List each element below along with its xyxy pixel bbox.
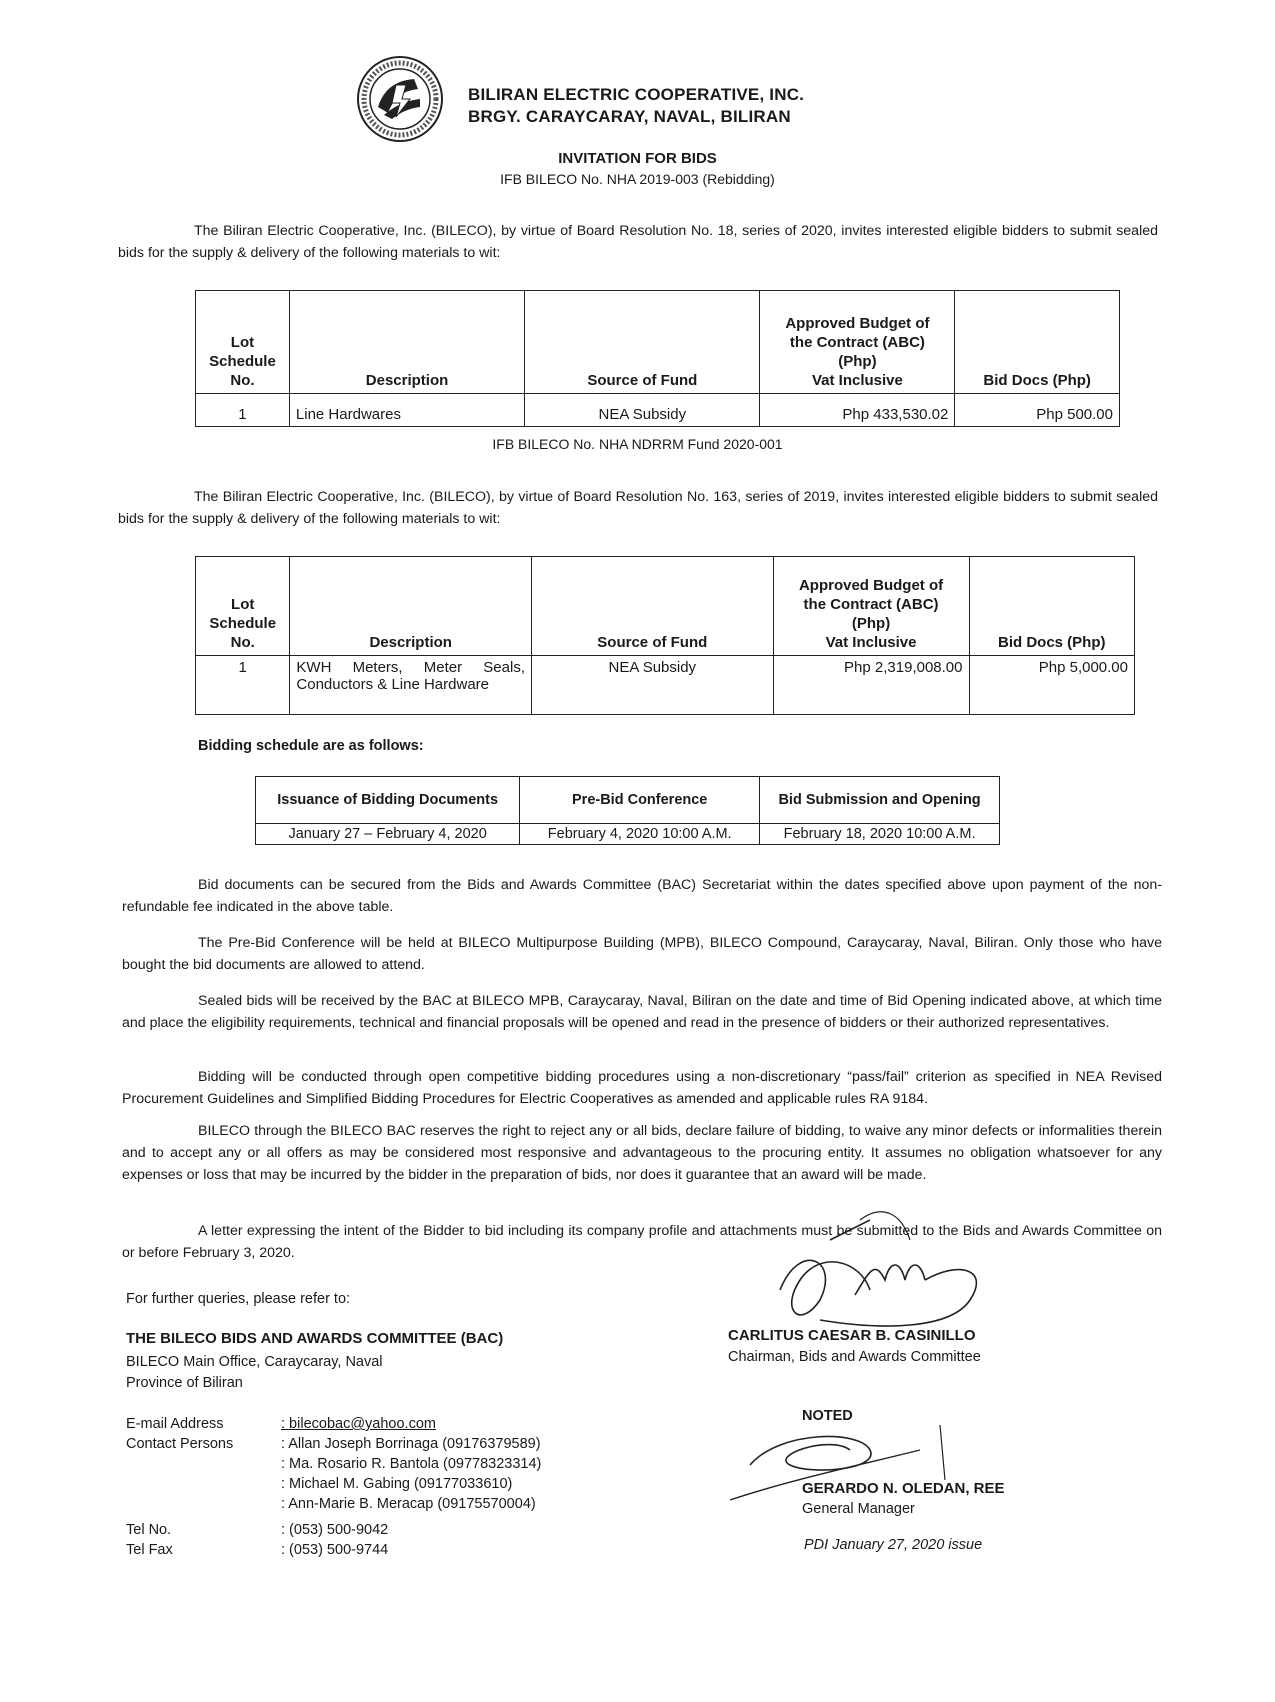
cell-prebid: February 4, 2020 10:00 A.M. xyxy=(520,824,760,845)
cell-docs: Php 500.00 xyxy=(955,394,1120,427)
fax-row: Tel Fax : (053) 500-9744 xyxy=(126,1542,389,1558)
ifb-reference-2: IFB BILECO No. NHA NDRRM Fund 2020-001 xyxy=(492,436,783,452)
organization-name: BILIRAN ELECTRIC COOPERATIVE, INC. xyxy=(468,85,805,104)
ifb-reference-1: IFB BILECO No. NHA 2019-003 (Rebidding) xyxy=(500,171,775,187)
chairman-title: Chairman, Bids and Awards Committee xyxy=(728,1349,981,1365)
header-docs: Bid Docs (Php) xyxy=(955,291,1120,394)
intro-paragraph-2: The Biliran Electric Cooperative, Inc. (BILECO), by virtue of Board Resolution No. 163, series of 2019, invites interested eligible bidders to submit sealed bids for the supply & delivery of the following materials to wit: xyxy=(118,489,1158,527)
table-header-row xyxy=(256,777,1000,824)
tel-row: Tel No. : (053) 500-9042 xyxy=(126,1522,389,1538)
paragraph-bid-documents: Bid documents can be secured from the Bids and Awards Committee (BAC) Secretariat within the dates specified above upon payment of the non-refundable fee indicated in the above table. xyxy=(122,877,1162,915)
table-header-row xyxy=(196,291,1120,394)
cell-lot: 1 xyxy=(196,394,290,427)
header-description: Description xyxy=(290,557,532,656)
paragraph-letter-of-intent: A letter expressing the intent of the Bidder to bid including its company profile and attachments must be submitted to the Bids and Awards Committee on or before February 3, 2020. xyxy=(122,1223,1162,1261)
organization-heading xyxy=(468,84,804,128)
cell-lot: 1 xyxy=(196,656,290,715)
cell-source: NEA Subsidy xyxy=(532,656,774,715)
header-abc: Approved Budget of the Contract (ABC) (Php) Vat Inclusive xyxy=(773,557,969,656)
cell-description: KWH Meters, Meter Seals, Conductors & Line Hardware xyxy=(290,656,532,715)
schedule-table xyxy=(255,776,1000,845)
table-row xyxy=(256,824,1000,845)
header-docs: Bid Docs (Php) xyxy=(969,557,1135,656)
bid-table-1 xyxy=(195,290,1120,427)
table-header-row xyxy=(196,557,1135,656)
bileco-seal-icon xyxy=(356,55,444,143)
noted-label: NOTED xyxy=(802,1408,853,1424)
header-issuance: Issuance of Bidding Documents xyxy=(256,777,520,824)
email-link[interactable]: : bilecobac@yahoo.com xyxy=(281,1416,436,1432)
paragraph-reservation: BILECO through the BILECO BAC reserves the right to reject any or all bids, declare failure of bidding, to waive any minor defects or informalities therein and to accept any or all offers as may be considered most responsive and advantageous to the procuring entity. It assumes no obligation whatsoever for any expenses or loss that may be incurred by the bidder in the preparation of bids, nor does it guarantee that an award will be made. xyxy=(122,1123,1162,1183)
publication-issue: PDI January 27, 2020 issue xyxy=(804,1537,983,1553)
queries-label: For further queries, please refer to: xyxy=(126,1291,351,1307)
header-source: Source of Fund xyxy=(532,557,774,656)
paragraph-procedure: Bidding will be conducted through open competitive bidding procedures using a non-discretionary “pass/fail” criterion as specified in NEA Revised Procurement Guidelines and Simplified Bidding Procedures for Electric Cooperatives as amended and applicable rules RA 9184. xyxy=(122,1069,1162,1107)
paragraph-prebid: The Pre-Bid Conference will be held at BILECO Multipurpose Building (MPB), BILECO Compound, Caraycaray, Naval, Biliran. Only those who have bought the bid documents are allowed to attend. xyxy=(122,935,1162,973)
bac-address: BILECO Main Office, Caraycaray, Naval Province of Biliran xyxy=(126,1354,383,1391)
header-submission: Bid Submission and Opening xyxy=(760,777,1000,824)
table-row xyxy=(196,656,1135,715)
cell-docs: Php 5,000.00 xyxy=(969,656,1135,715)
table-row xyxy=(196,394,1120,427)
contact-details xyxy=(126,1414,541,1560)
cell-source: NEA Subsidy xyxy=(525,394,760,427)
intro-paragraph-1: The Biliran Electric Cooperative, Inc. (BILECO), by virtue of Board Resolution No. 18, series of 2020, invites interested eligible bidders to submit sealed bids for the supply & delivery of the following materials to wit: xyxy=(118,223,1158,261)
header-source: Source of Fund xyxy=(525,291,760,394)
header-lot: Lot Schedule No. xyxy=(196,557,290,656)
header-abc: Approved Budget of the Contract (ABC) (Php) Vat Inclusive xyxy=(760,291,955,394)
general-manager-title: General Manager xyxy=(802,1501,915,1517)
organization-address: BRGY. CARAYCARAY, NAVAL, BILIRAN xyxy=(468,107,791,126)
paragraph-sealed-bids: Sealed bids will be received by the BAC at BILECO MPB, Caraycaray, Naval, Biliran on the date and time of Bid Opening indicated above, at which time and place the eligibility requirements, technical and financial proposals will be opened and read in the presence of bidders or their authorized representatives. xyxy=(122,993,1162,1031)
header-description: Description xyxy=(289,291,524,394)
general-manager-name: GERARDO N. OLEDAN, REE xyxy=(802,1480,1005,1497)
chairman-name: CARLITUS CAESAR B. CASINILLO xyxy=(728,1327,976,1344)
contact-persons-row: Contact Persons : Allan Joseph Borrinaga (09176379589) : Ma. Rosario R. Bantola (09778323314) : Michael M. Gabing (09177033610) : Ann-Marie B. Meracap (09175570004) xyxy=(126,1436,542,1512)
schedule-label: Bidding schedule are as follows: xyxy=(198,738,424,754)
cell-description: Line Hardwares xyxy=(289,394,524,427)
header-prebid: Pre-Bid Conference xyxy=(520,777,760,824)
bid-table-2 xyxy=(195,556,1135,715)
cell-abc: Php 2,319,008.00 xyxy=(773,656,969,715)
cell-issuance: January 27 – February 4, 2020 xyxy=(256,824,520,845)
cell-submission: February 18, 2020 10:00 A.M. xyxy=(760,824,1000,845)
email-row: E-mail Address : bilecobac@yahoo.com xyxy=(126,1416,436,1432)
cell-abc: Php 433,530.02 xyxy=(760,394,955,427)
header-lot: Lot Schedule No. xyxy=(196,291,290,394)
document-title: INVITATION FOR BIDS xyxy=(558,150,717,167)
bac-name: THE BILECO BIDS AND AWARDS COMMITTEE (BAC) xyxy=(126,1330,504,1347)
